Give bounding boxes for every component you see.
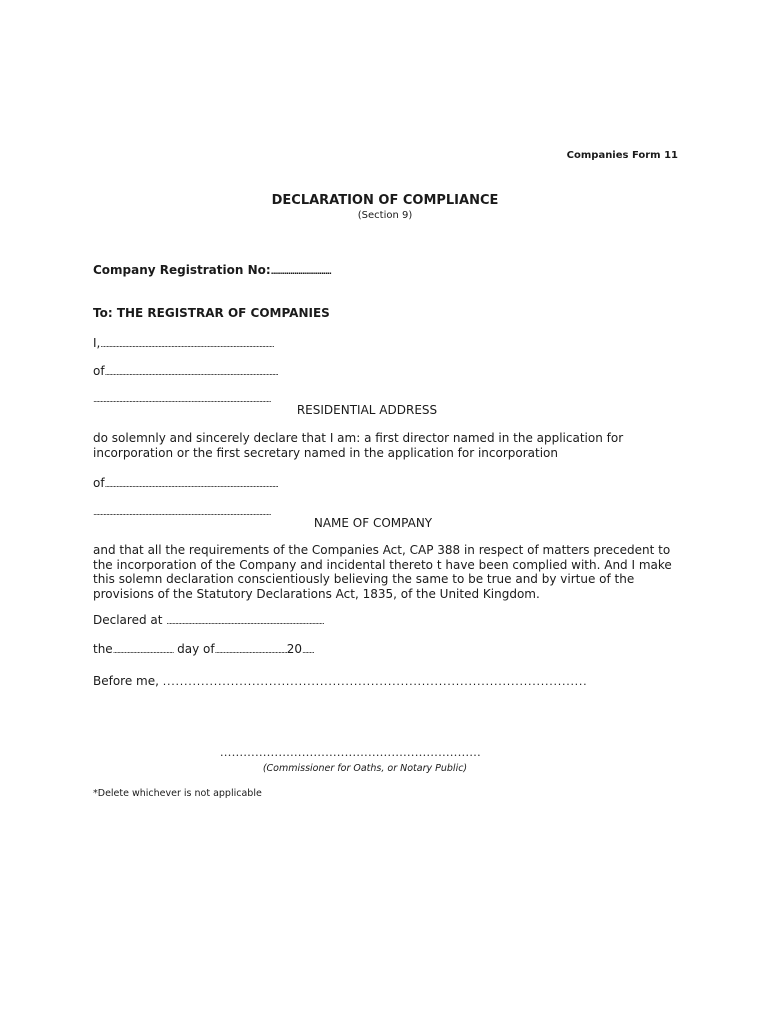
residential-address-field[interactable]: ........................................................................................................................... xyxy=(93,395,271,404)
registration-number-line xyxy=(93,263,331,277)
company-of-prefix: of xyxy=(93,476,105,490)
company-of-field[interactable]: ........................................................................................................................ xyxy=(104,480,278,489)
document-title: DECLARATION OF COMPLIANCE xyxy=(271,193,499,208)
date-day-field[interactable]: .......................................... xyxy=(112,646,174,655)
registration-number-field[interactable]: ............................... xyxy=(270,267,331,276)
addressee: To: THE REGISTRAR OF COMPANIES xyxy=(93,306,330,320)
form-number: Companies Form 11 xyxy=(566,150,678,161)
residential-address-caption: RESIDENTIAL ADDRESS xyxy=(296,403,438,417)
company-of-line xyxy=(93,476,278,490)
date-the-label: the xyxy=(93,642,113,656)
footnote: *Delete whichever is not applicable xyxy=(93,788,262,799)
declarant-of-field[interactable]: ........................................................................................................................ xyxy=(104,368,278,377)
declared-at-label: Declared at xyxy=(93,613,163,627)
before-me-field[interactable]: .................................................................................................... xyxy=(162,675,588,688)
declared-at-line xyxy=(93,613,324,627)
registration-label: Company Registration No: xyxy=(93,263,271,277)
date-month-field[interactable]: .................................................. xyxy=(214,646,287,655)
declarant-of-prefix: of xyxy=(93,364,105,378)
date-year-field[interactable]: ........ xyxy=(302,646,314,655)
signature-field[interactable]: ................................................................... xyxy=(220,746,482,759)
before-me-label: Before me, xyxy=(93,674,159,688)
before-me-line xyxy=(93,674,587,688)
date-year-prefix: 20 xyxy=(286,642,303,656)
declarant-name-field[interactable]: ........................................................................................................................ xyxy=(100,340,274,349)
date-day-of-label: day of xyxy=(177,642,215,656)
requirements-statement: and that all the requirements of the Companies Act, CAP 388 in respect of matters precedent to the incorporation of the Company and incidental thereto t have been complied with. And I make this solemn declaration conscientiously believing the same to be true and by virtue of the provisions of the Statutory Declarations Act, 1835, of the United Kingdom. xyxy=(93,543,672,601)
declared-at-field[interactable]: ............................................................................................................. xyxy=(166,617,324,626)
date-line xyxy=(93,642,314,656)
declarant-name-prefix: I, xyxy=(93,336,101,350)
document-subtitle: (Section 9) xyxy=(357,210,413,221)
declarant-of-line xyxy=(93,364,278,378)
declaration-statement: do solemnly and sincerely declare that I am: a first director named in the application for incorporation or the first secretary named in the application for incorporation xyxy=(93,431,624,460)
signature-caption: (Commissioner for Oaths, or Notary Public) xyxy=(262,763,468,774)
company-name-caption: NAME OF COMPANY xyxy=(313,516,433,530)
declarant-name-line xyxy=(93,336,274,350)
company-name-field[interactable]: ........................................................................................................................... xyxy=(93,508,271,517)
